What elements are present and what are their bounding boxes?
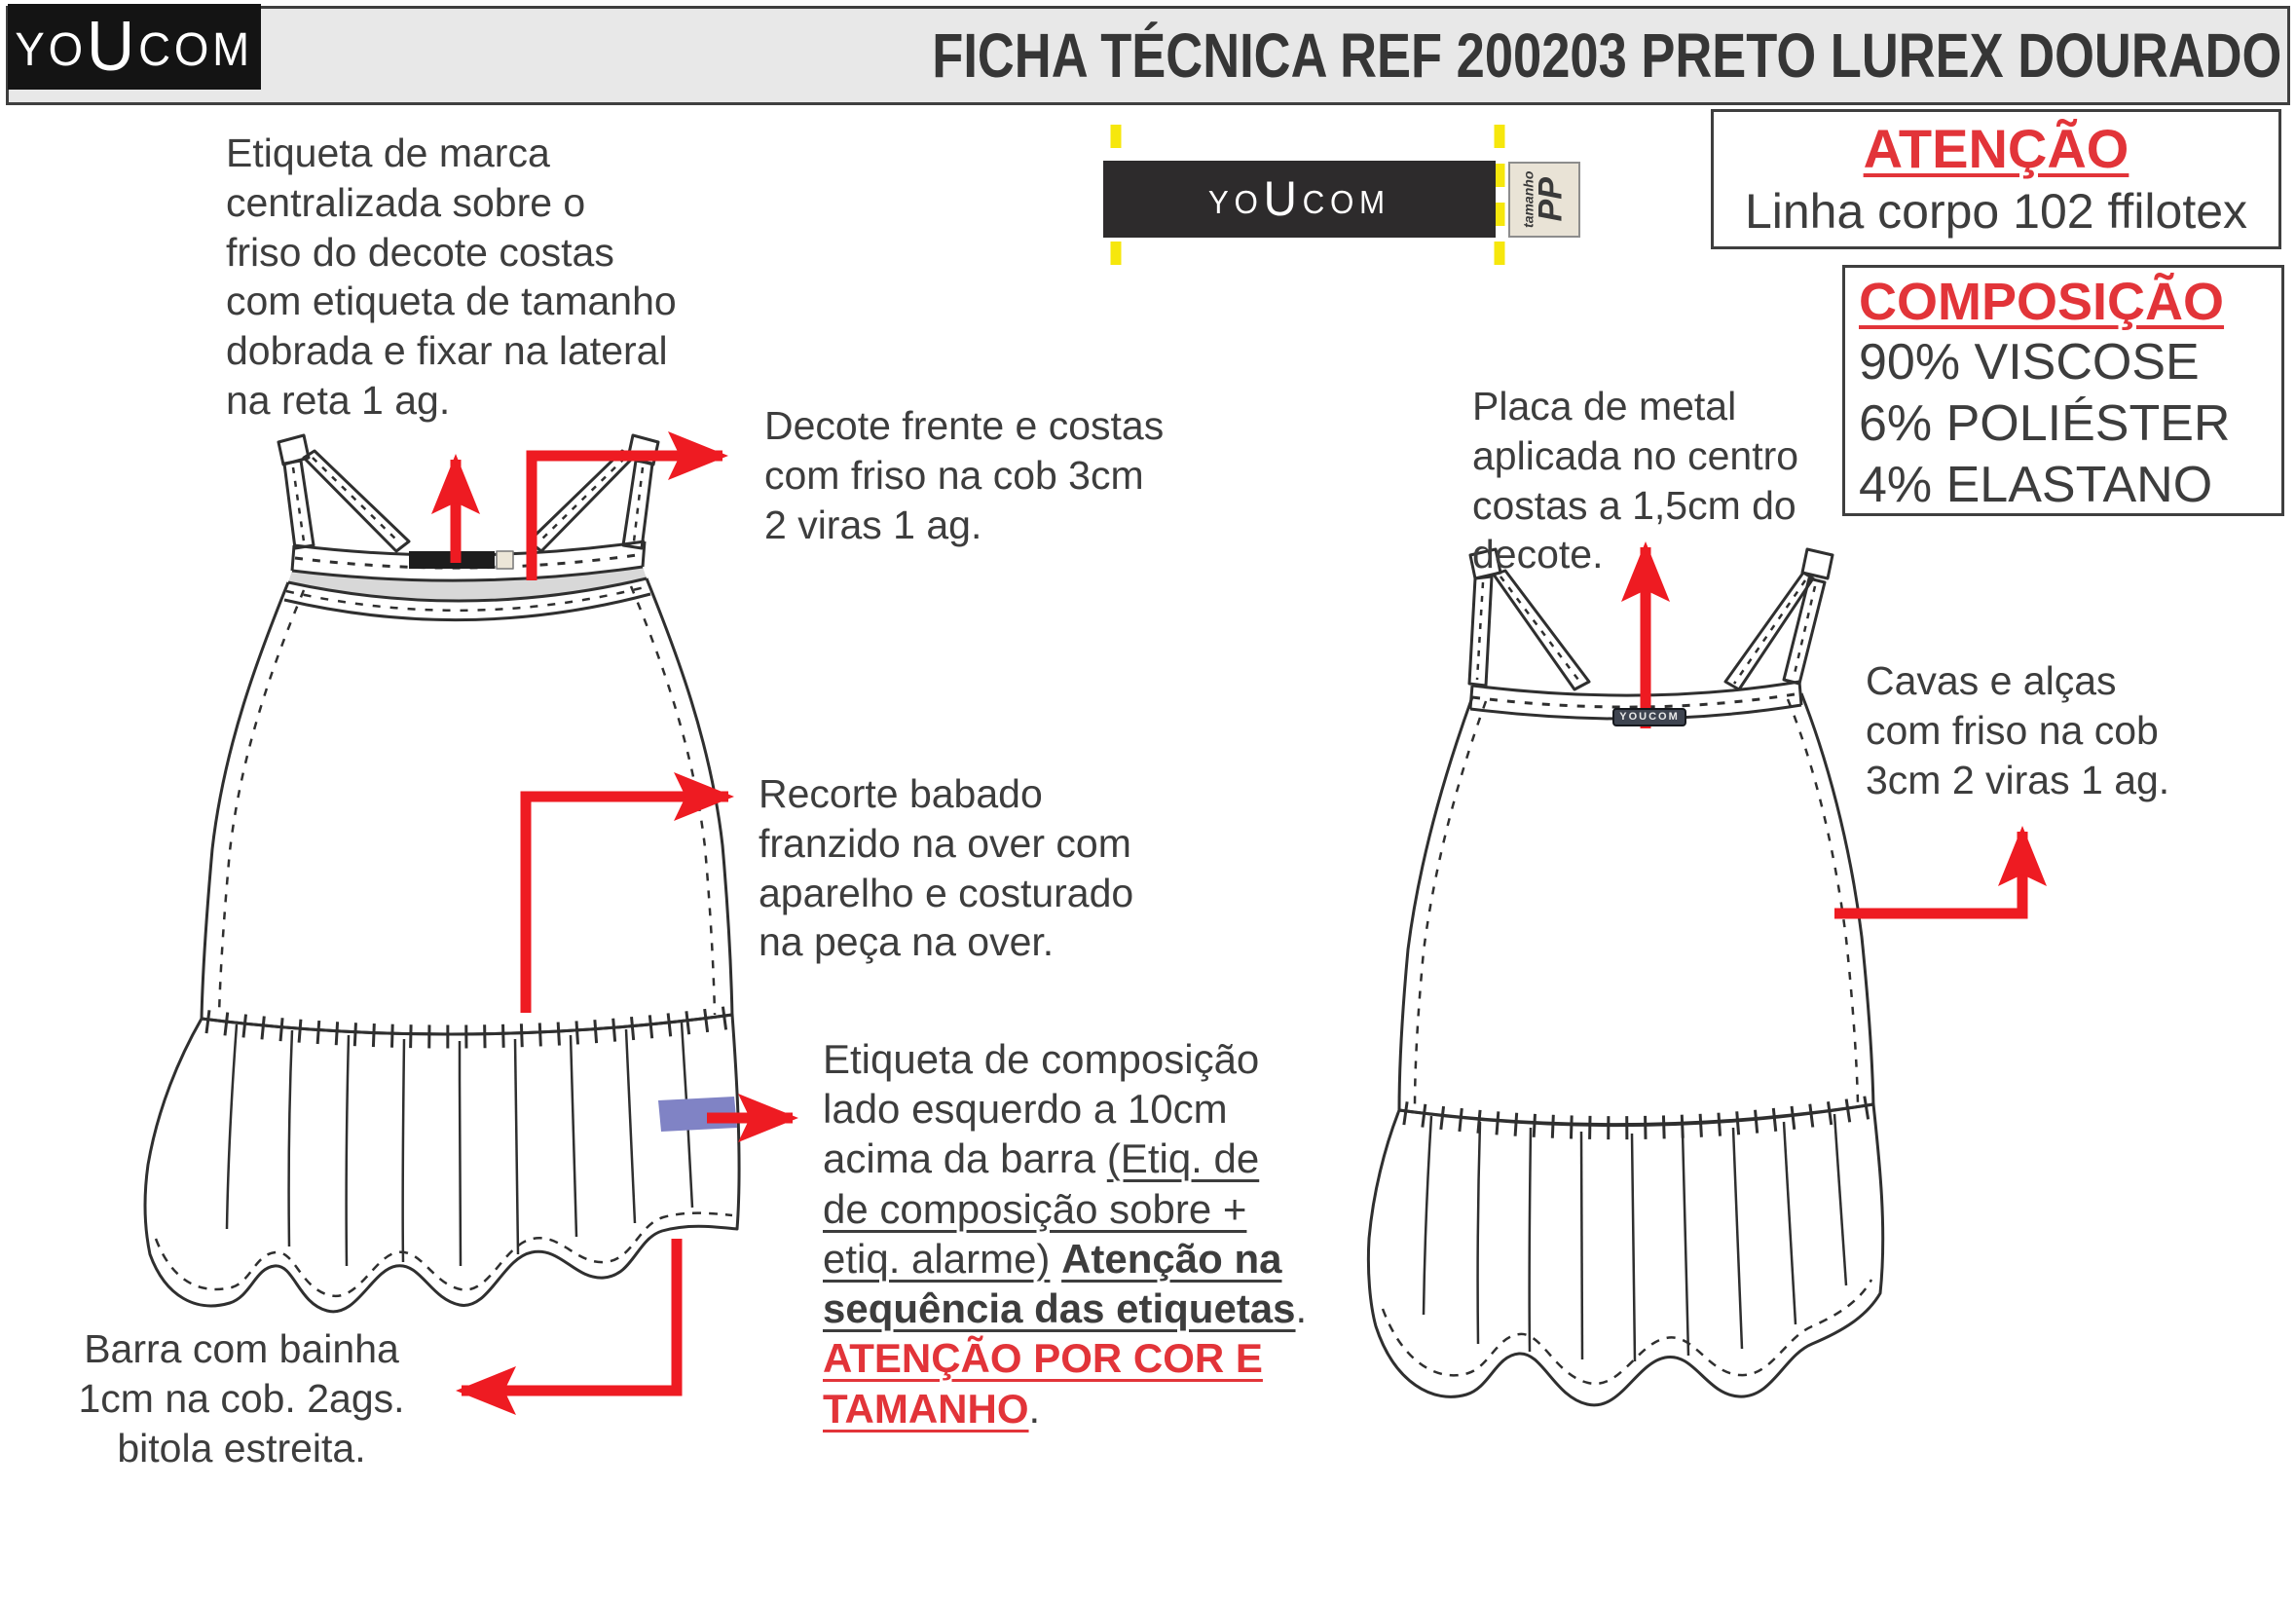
- brand-logo-text: YO U COM: [15, 7, 254, 86]
- front-size-tag: [497, 551, 513, 569]
- attention-body: Linha corpo 102 ffilotex: [1744, 184, 2248, 240]
- composition-item: 6% POLIÉSTER: [1859, 395, 2231, 452]
- composition-item: 90% VISCOSE: [1859, 334, 2200, 391]
- arrow-ruffle: [526, 797, 728, 1013]
- size-tag-label: tamanho: [1520, 170, 1537, 229]
- note-composition-label: Etiqueta de composição lado esquerdo a 10cm acima da barra (Etiq. de de composição sobre + etiq. alarme) Atenção na sequência das etiquetas. ATENÇÃO POR COR E TAMANHO.: [823, 1036, 1308, 1432]
- composition-title: COMPOSIÇÃO: [1859, 273, 2225, 331]
- page-title: FICHA TÉCNICA REF 200203 PRETO LUREX DOURADO: [931, 20, 2281, 91]
- size-tag-diagram: [1508, 162, 1580, 238]
- back-garment-drawing: [1368, 549, 1882, 1405]
- note-metal-plate: Placa de metal aplicada no centro costas a 1,5cm do decote.: [1472, 384, 1799, 577]
- note-brand-label: Etiqueta de marca centralizada sobre o friso do decote costas com etiqueta de tamanho dobrada e fixar na lateral na reta 1 ag.: [226, 130, 677, 424]
- header-bar: [6, 6, 2290, 105]
- note-armholes: Cavas e alças com friso na cob 3cm 2 viras 1 ag.: [1866, 658, 2170, 802]
- attention-title: ATENÇÃO: [1863, 118, 2129, 179]
- size-tag-value: PP: [1532, 177, 1570, 222]
- brand-label-diagram: [1103, 161, 1496, 238]
- back-ruffle: [1368, 1104, 1882, 1405]
- note-ruffle: Recorte babado franzido na over com aparelho e costurado na peça na over.: [759, 771, 1134, 965]
- brand-logo: [8, 4, 261, 90]
- metal-plate-text: YOUCOM: [1619, 711, 1680, 723]
- composition-box: [1842, 265, 2284, 516]
- brand-label-text: YO U COM: [1208, 171, 1390, 226]
- attention-box: [1711, 109, 2281, 249]
- front-garment-drawing: [145, 435, 739, 1312]
- composition-item: 4% ELASTANO: [1859, 456, 2213, 513]
- note-hem: Barra com bainha 1cm na cob. 2ags. bitola estreita.: [78, 1326, 405, 1470]
- note-neckline: Decote frente e costas com friso na cob 3cm 2 viras 1 ag.: [764, 403, 1165, 547]
- arrow-armholes: [1834, 832, 2022, 913]
- metal-plate: [1612, 708, 1686, 726]
